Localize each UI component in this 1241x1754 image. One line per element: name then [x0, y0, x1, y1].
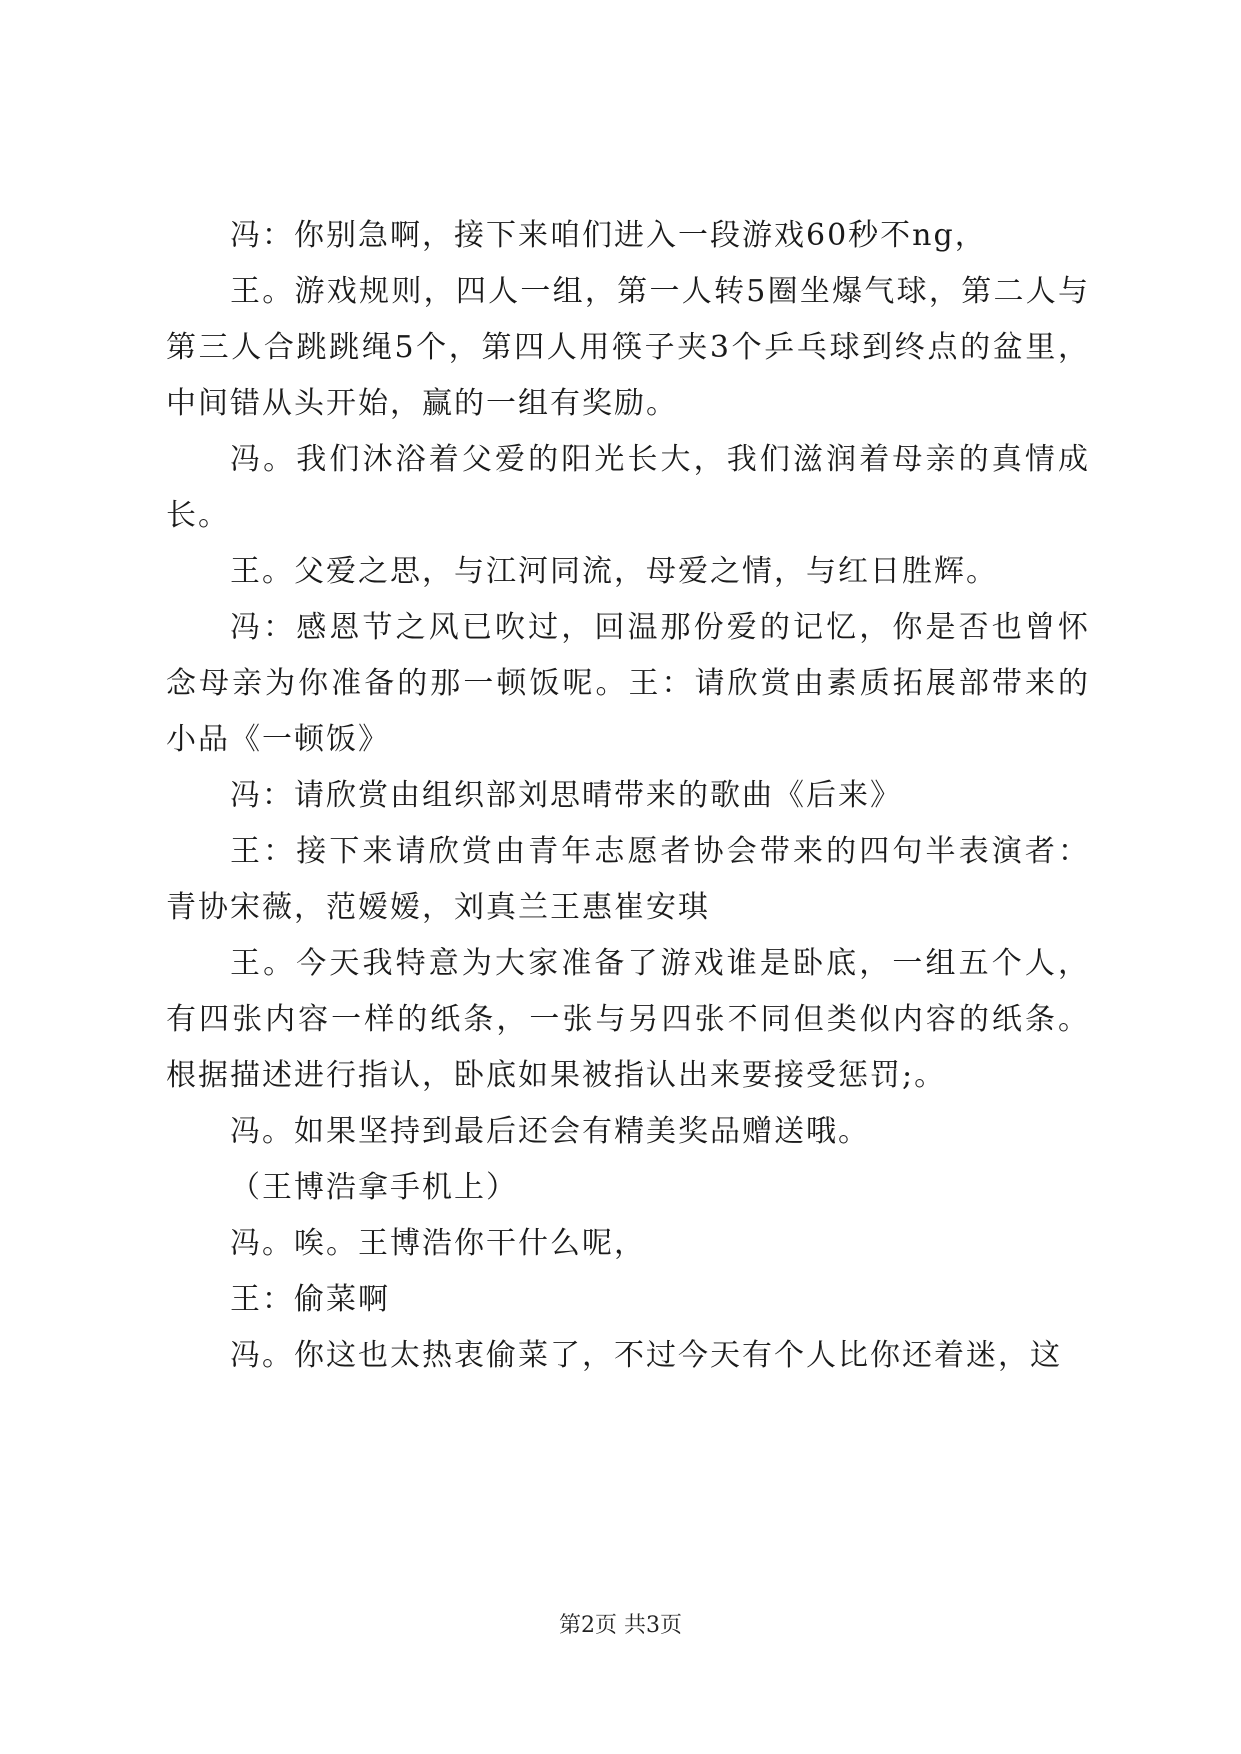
paragraph: （王博浩拿手机上） — [230, 1170, 518, 1205]
paragraph: 冯：感恩节之风已吹过，回温那份爱的记忆，你是否也曾怀念母亲为你准备的那一顿饭呢。王：请欣赏由素质拓展部带来的小品《一顿饭》 — [166, 610, 1090, 757]
paragraph: 王：偷菜啊 — [230, 1282, 390, 1317]
paragraph: 王。父爱之思，与江河同流，母爱之情，与红日胜辉。 — [230, 554, 998, 589]
paragraph: 王：接下来请欣赏由青年志愿者协会带来的四句半表演者：青协宋薇，范嫒嫒，刘真兰王惠崔安琪 — [166, 834, 1090, 925]
paragraph: 冯。唉。王博浩你干什么呢， — [230, 1226, 646, 1261]
paragraph: 冯：请欣赏由组织部刘思晴带来的歌曲《后来》 — [230, 778, 902, 813]
page-number-footer: 第2页 共3页 — [559, 1613, 682, 1638]
paragraph: 冯。如果坚持到最后还会有精美奖品赠送哦。 — [230, 1114, 870, 1149]
paragraph: 王。今天我特意为大家准备了游戏谁是卧底，一组五个人，有四张内容一样的纸条，一张与另四张不同但类似内容的纸条。根据描述进行指认，卧底如果被指认出来要接受惩罚;。 — [166, 946, 1090, 1093]
body-text — [166, 208, 1090, 1384]
paragraph: 冯。我们沐浴着父爱的阳光长大，我们滋润着母亲的真情成长。 — [166, 442, 1090, 533]
paragraph: 王。游戏规则，四人一组，第一人转5圈坐爆气球，第二人与第三人合跳跳绳5个，第四人用筷子夹3个乒乓球到终点的盆里，中间错从头开始，赢的一组有奖励。 — [166, 274, 1090, 421]
paragraph: 冯：你别急啊，接下来咱们进入一段游戏60秒不ng， — [230, 218, 987, 253]
paragraph: 冯。你这也太热衷偷菜了，不过今天有个人比你还着迷，这 — [230, 1338, 1062, 1373]
